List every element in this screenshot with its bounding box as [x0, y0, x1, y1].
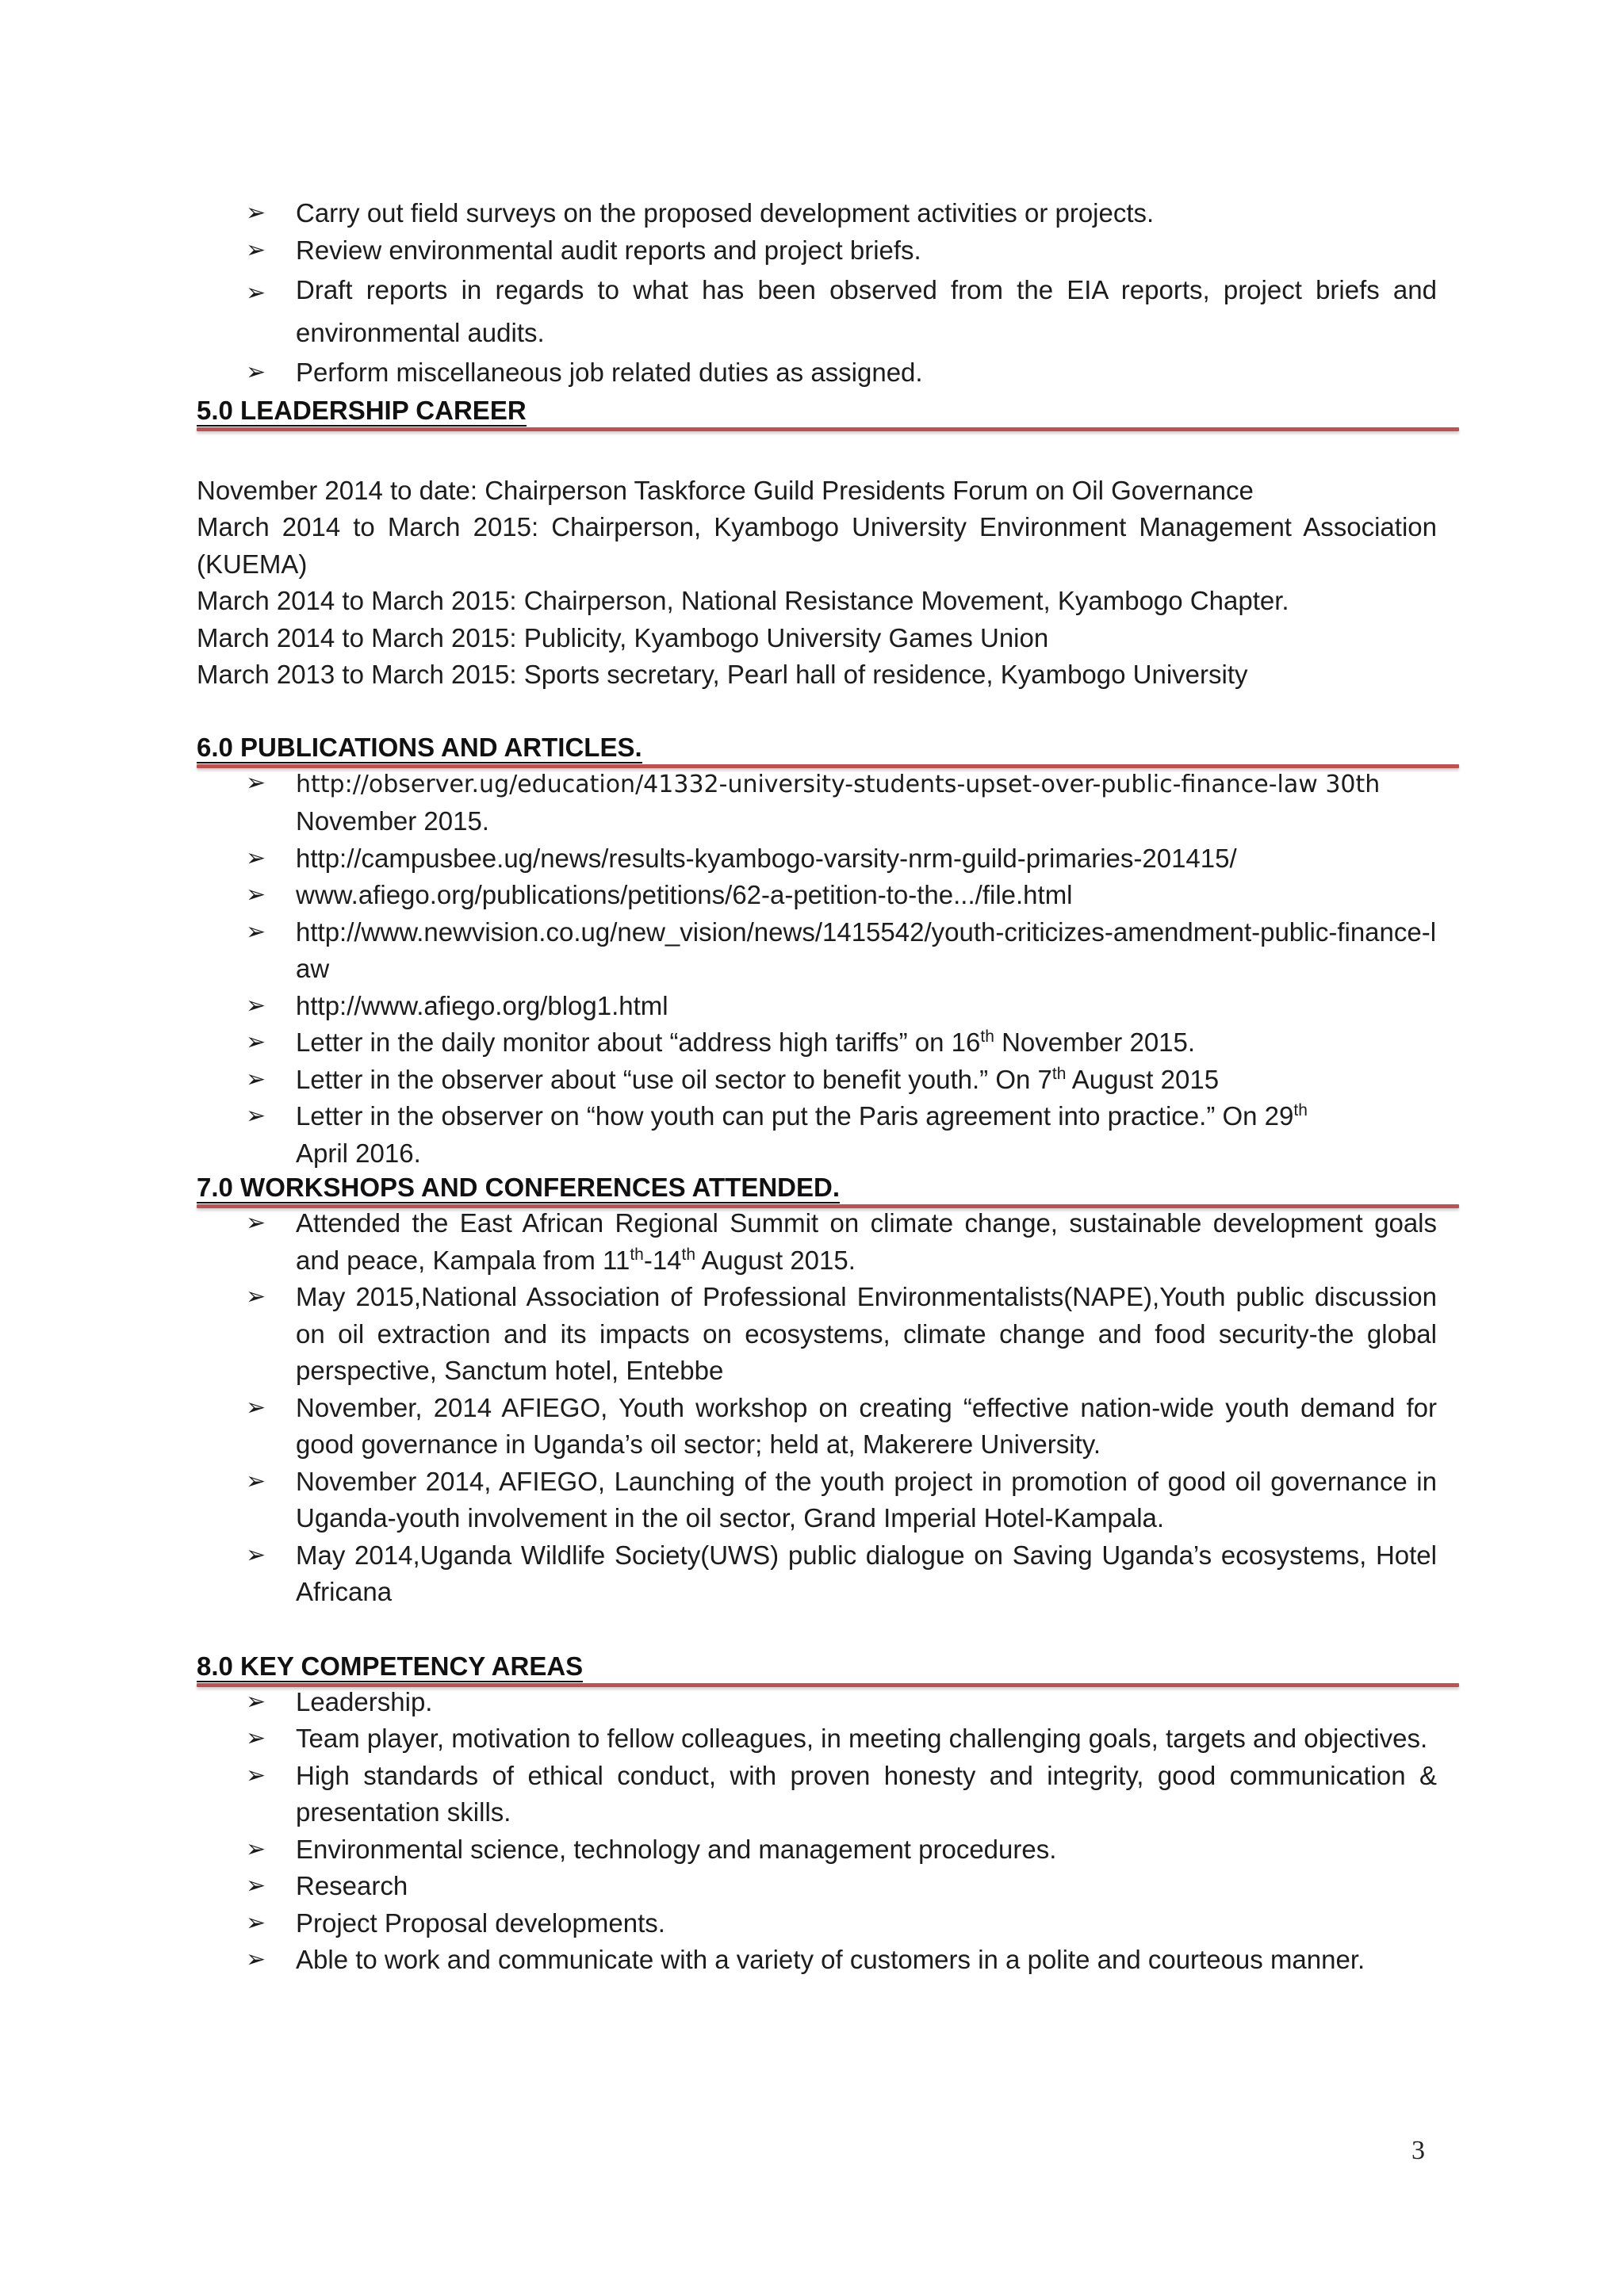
leadership-entry: March 2013 to March 2015: Sports secretary, Pearl hall of residence, Kyambogo University [197, 660, 1248, 689]
competency-item: ➢ Able to work and communicate with a variety of customers in a polite and courteous manner. [197, 1942, 1437, 1979]
arrow-bullet-icon: ➢ [246, 1393, 266, 1422]
arrow-bullet-icon: ➢ [246, 1102, 266, 1130]
publication-item: ➢ Letter in the observer on “how youth can put the Paris agreement into practice.” On 29th April 2016. [197, 1098, 1437, 1172]
section-heading-publications: 6.0 PUBLICATIONS AND ARTICLES. [197, 732, 1437, 765]
arrow-bullet-icon: ➢ [246, 768, 266, 797]
arrow-bullet-icon: ➢ [246, 991, 266, 1020]
arrow-bullet-icon: ➢ [246, 1540, 266, 1569]
arrow-bullet-icon: ➢ [246, 1209, 266, 1237]
publication-item: ➢ Letter in the daily monitor about “address high tariffs” on 16th November 2015. [197, 1024, 1437, 1062]
leadership-entry: November 2014 to date: Chairperson Taskforce Guild Presidents Forum on Oil Governance [197, 475, 1254, 505]
publication-item: ➢ http://campusbee.ug/news/results-kyambogo-varsity-nrm-guild-primaries-201415/ [197, 840, 1437, 878]
arrow-bullet-icon: ➢ [246, 1761, 266, 1789]
arrow-bullet-icon: ➢ [246, 1687, 266, 1716]
workshop-item: ➢ Attended the East African Regional Summit on climate change, sustainable development goals and peace, Kampala from 11th-14th August 2015. [197, 1205, 1437, 1279]
arrow-bullet-icon: ➢ [246, 1724, 266, 1752]
publication-item: ➢ http://observer.ug/education/41332-university-students-upset-over-public-finance-law 30th November 2015. [197, 765, 1437, 840]
section-heading-competency: 8.0 KEY COMPETENCY AREAS [197, 1651, 1437, 1684]
section-heading-workshops: 7.0 WORKSHOPS AND CONFERENCES ATTENDED. [197, 1172, 1437, 1205]
competency-item: ➢ High standards of ethical conduct, with proven honesty and integrity, good communication & presentation skills. [197, 1758, 1437, 1831]
page-content [197, 195, 1437, 1979]
arrow-bullet-icon: ➢ [246, 917, 266, 946]
publication-item: ➢ http://www.newvision.co.ug/new_vision/news/1415542/youth-criticizes-amendment-public-finance-law [197, 914, 1437, 988]
leadership-entry: March 2014 to March 2015: Chairperson, National Resistance Movement, Kyambogo Chapter. [197, 586, 1289, 615]
competency-item: ➢ Environmental science, technology and management procedures. [197, 1831, 1437, 1869]
publication-item: ➢ www.afiego.org/publications/petitions/62-a-petition-to-the.../file.html [197, 877, 1437, 914]
duty-item: ➢ Review environmental audit reports and project briefs. [197, 232, 1437, 270]
competency-item: ➢ Research [197, 1868, 1437, 1905]
workshop-item: ➢ November, 2014 AFIEGO, Youth workshop on creating “effective nation-wide youth demand for good governance in Uganda’s oil sector; held at, Makerere University. [197, 1390, 1437, 1464]
duty-item: ➢ Draft reports in regards to what has been observed from the EIA reports, project briefs and environmental audits. [197, 269, 1437, 354]
duty-item: ➢ Carry out field surveys on the proposed development activities or projects. [197, 195, 1437, 232]
competency-item: ➢ Team player, motivation to fellow colleagues, in meeting challenging goals, targets and objectives. [197, 1720, 1437, 1758]
arrow-bullet-icon: ➢ [246, 844, 266, 872]
competency-item: ➢ Leadership. [197, 1684, 1437, 1721]
arrow-bullet-icon: ➢ [246, 1872, 266, 1900]
arrow-bullet-icon: ➢ [246, 881, 266, 909]
arrow-bullet-icon: ➢ [246, 1946, 266, 1973]
arrow-bullet-icon: ➢ [246, 1283, 266, 1311]
arrow-bullet-icon: ➢ [246, 1908, 266, 1937]
leadership-entry: March 2014 to March 2015: Chairperson, Kyambogo University Environment Management Association (KUEMA) [197, 512, 1437, 579]
arrow-bullet-icon: ➢ [246, 1028, 266, 1056]
arrow-bullet-icon: ➢ [246, 279, 266, 307]
heading-rule [197, 427, 1459, 431]
publications-list [197, 765, 1437, 1173]
duties-list [197, 195, 1437, 392]
workshop-item: ➢ May 2014,Uganda Wildlife Society(UWS) public dialogue on Saving Uganda’s ecosystems, Hotel Africana [197, 1537, 1437, 1611]
arrow-bullet-icon: ➢ [246, 358, 266, 386]
workshop-item: ➢ May 2015,National Association of Professional Environmentalists(NAPE),Youth public discussion on oil extraction and its impacts on ecosystems, climate change and food security-the global perspective, Sanctum hotel, Entebbe [197, 1279, 1437, 1390]
arrow-bullet-icon: ➢ [246, 235, 266, 264]
section-heading-leadership: 5.0 LEADERSHIP CAREER [197, 395, 1437, 428]
workshops-list [197, 1205, 1437, 1611]
competency-item: ➢ Project Proposal developments. [197, 1905, 1437, 1942]
arrow-bullet-icon: ➢ [246, 1835, 266, 1863]
competency-list [197, 1684, 1437, 1979]
workshop-item: ➢ November 2014, AFIEGO, Launching of the youth project in promotion of good oil governance in Uganda-youth involvement in the oil sector, Grand Imperial Hotel-Kampala. [197, 1464, 1437, 1537]
arrow-bullet-icon: ➢ [246, 1467, 266, 1495]
publication-item: ➢ http://www.afiego.org/blog1.html [197, 988, 1437, 1025]
page-number: 3 [1411, 2136, 1425, 2165]
publication-item: ➢ Letter in the observer about “use oil sector to benefit youth.” On 7th August 2015 [197, 1062, 1437, 1099]
duty-item: ➢ Perform miscellaneous job related duties as assigned. [197, 354, 1437, 392]
arrow-bullet-icon: ➢ [246, 1065, 266, 1093]
arrow-bullet-icon: ➢ [246, 199, 266, 227]
leadership-entry: March 2014 to March 2015: Publicity, Kyambogo University Games Union [197, 622, 1049, 652]
